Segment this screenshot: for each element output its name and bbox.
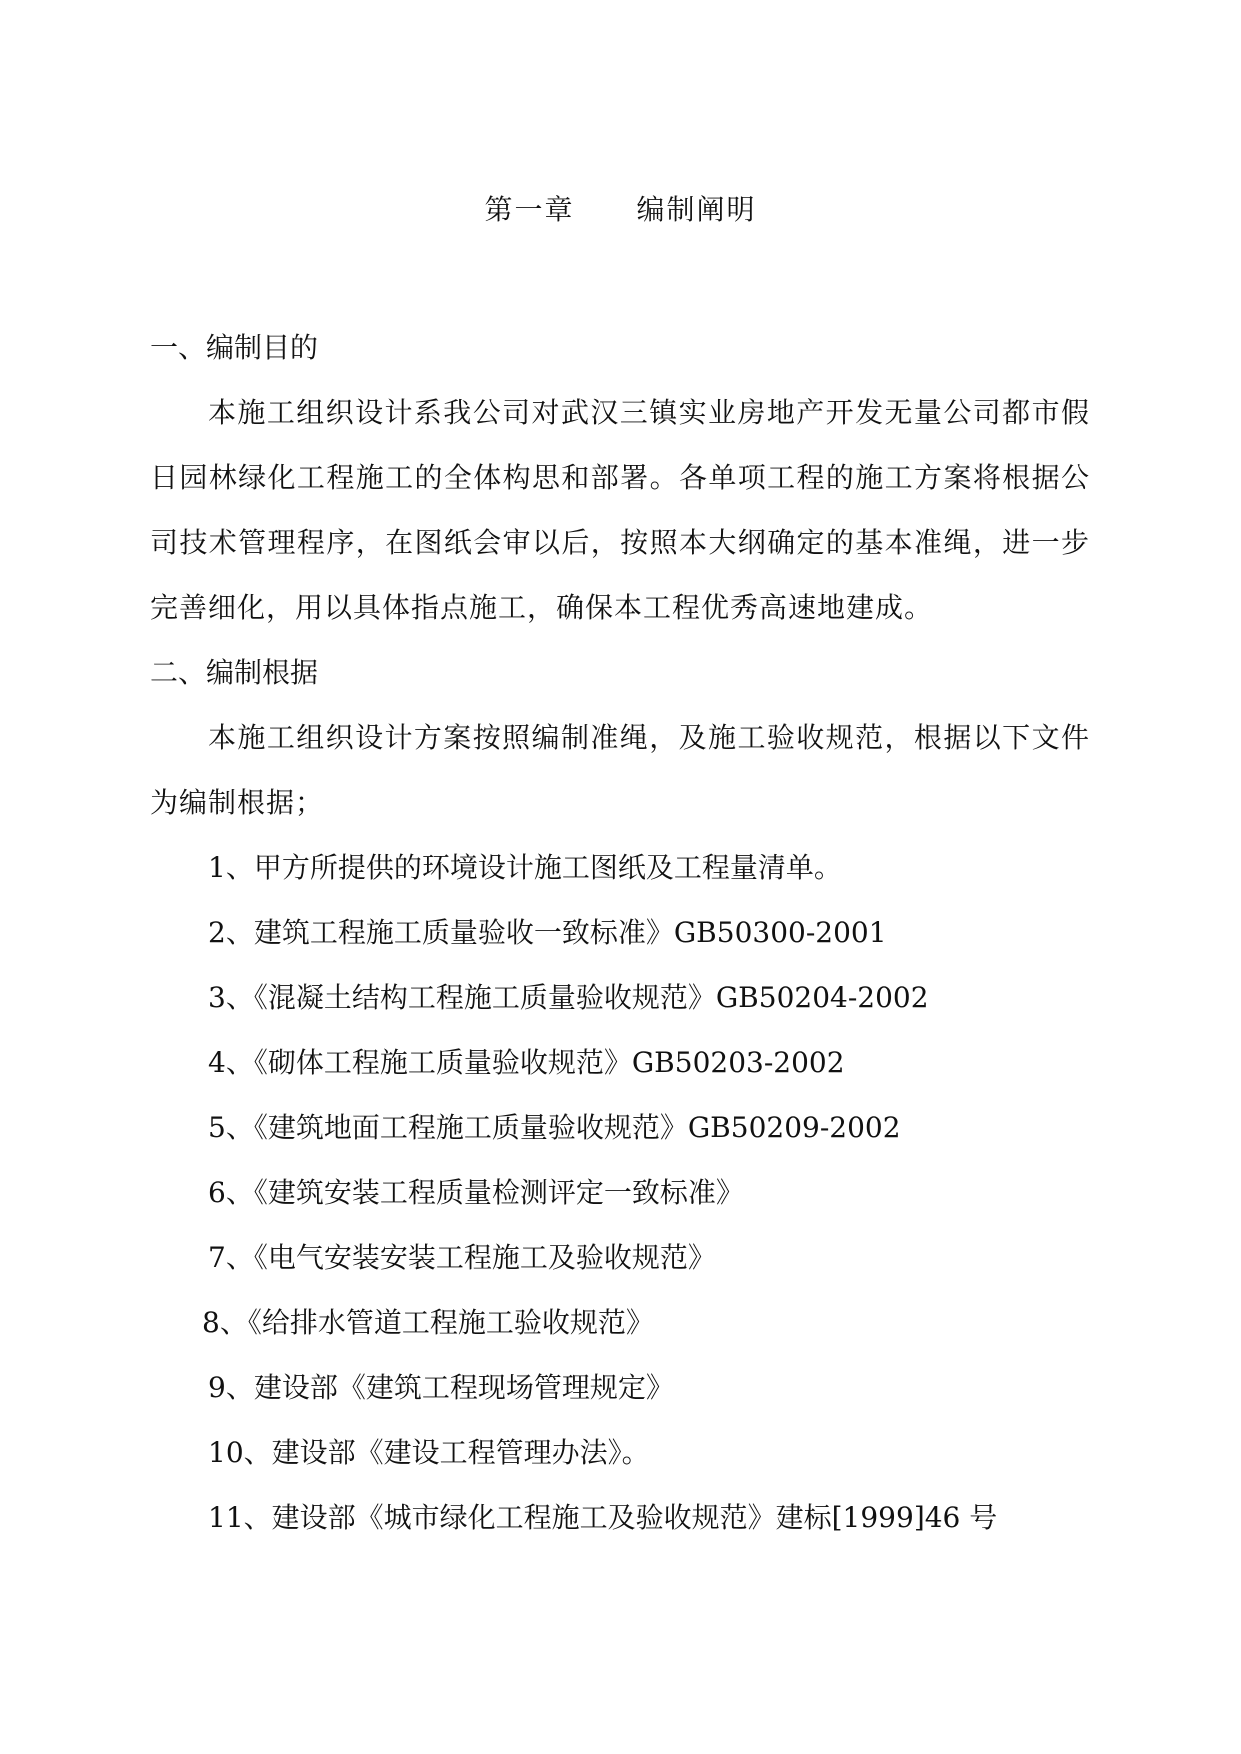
basis-paragraph: 本施工组织设计方案按照编制准绳，及施工验收规范，根据以下文件为编制根据； bbox=[150, 721, 1090, 819]
list-item: 7、《电气安装安装工程施工及验收规范》 bbox=[208, 1241, 716, 1274]
basis-list bbox=[150, 835, 1090, 1550]
list-item: 6、《建筑安装工程质量检测评定一致标准》 bbox=[208, 1176, 744, 1209]
chapter-number: 第一章 bbox=[484, 193, 575, 226]
document-body bbox=[150, 315, 1090, 1550]
list-item: 1、甲方所提供的环境设计施工图纸及工程量清单。 bbox=[208, 851, 842, 884]
list-item: 2、建筑工程施工质量验收一致标准》GB50300-2001 bbox=[208, 916, 887, 949]
section-heading-basis: 二、编制根据 bbox=[150, 656, 319, 689]
section-heading-purpose: 一、编制目的 bbox=[150, 331, 319, 364]
chapter-title bbox=[0, 188, 1241, 228]
list-item: 4、《砌体工程施工质量验收规范》GB50203-2002 bbox=[208, 1046, 845, 1079]
purpose-paragraph: 本施工组织设计系我公司对武汉三镇实业房地产开发无量公司都市假日园林绿化工程施工的全体构思和部署。各单项工程的施工方案将根据公司技术管理程序，在图纸会审以后，按照本大纲确定的基本准绳，进一步完善细化，用以具体指点施工，确保本工程优秀高速地建成。 bbox=[150, 396, 1090, 624]
list-item: 3、《混凝土结构工程施工质量验收规范》GB50204-2002 bbox=[208, 981, 929, 1014]
list-item: 9、建设部《建筑工程现场管理规定》 bbox=[208, 1371, 674, 1404]
list-item: 8、《给排水管道工程施工验收规范》 bbox=[202, 1306, 654, 1339]
list-item: 10、建设部《建设工程管理办法》。 bbox=[208, 1436, 650, 1469]
list-item: 11、建设部《城市绿化工程施工及验收规范》建标[1999]46 号 bbox=[208, 1501, 998, 1534]
chapter-name: 编制阐明 bbox=[636, 193, 757, 226]
list-item: 5、《建筑地面工程施工质量验收规范》GB50209-2002 bbox=[208, 1111, 901, 1144]
